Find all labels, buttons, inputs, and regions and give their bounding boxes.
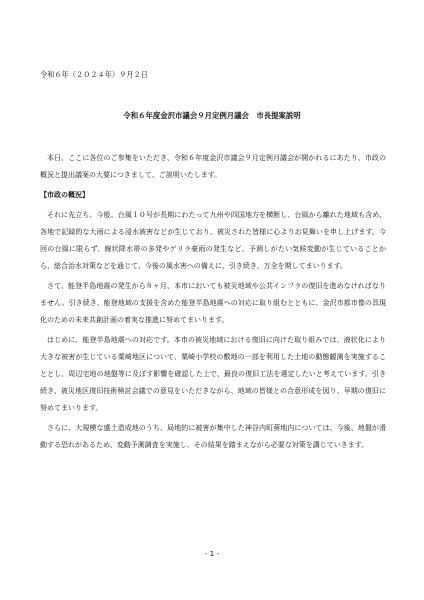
section-heading: 【市政の概況】 xyxy=(40,191,89,199)
paragraph-recovery: はじめに、能登半島地震への対応です。本市の被災地域における復旧に向けた取り組みでは、液状化により大きな被害が生じている粟崎地区について、粟崎小学校の敷地の一部を利用した土地の動態観測を実施することとし、周辺宅地の地盤等に及ぼす影響を確認した上で、最良の復旧工法を選定したいと考えています。引き続き、被災地区復旧技術検討会議での意見をいただきながら、地域の皆様との合意形成を図り、早期の復旧に努めてまいります。 xyxy=(40,336,386,412)
paragraph-embankment: さらに、大規模な盛土造成地のうち、局地的に被害が集中した神谷内町葵地内については、今後、地盤が滑動する恐れがあるため、変動予測調査を実施し、その結果を踏まえながら必要な対策を講じていきます。 xyxy=(40,424,386,449)
document-date: 令和６年（２０２４年）９月２日 xyxy=(40,70,148,79)
paragraph-typhoon: それに先立ち、今般、台風１０号が長期にわたって九州や四国地方を横断し、台風から離れた地域も含め、各地で記録的な大雨による浸水被害などが生じており、被災された皆様に心よりお見舞いを申し上げます。今回の台風に限らず、線状降水帯の多発やゲリラ豪雨の発生など、予測しがたい気候変動が生じていることから、総合治水対策などを通じて、今後の風水害への備えに、引き続き、万全を期してまいります。 xyxy=(40,211,386,270)
document-body xyxy=(40,150,386,457)
paragraph-intro: 本日、ここに各位のご参集をいただき、令和６年度金沢市議会９月定例月議会が開かれるにあたり、市政の概況と提出議案の大要につきまして、ご説明いたします。 xyxy=(40,154,386,179)
paragraph-earthquake: さて、能登半島地震の発生から８ヶ月、本市においても被災地域や公共インフラの復旧を進めなければなりません。引き続き、能登地域の支援を含めた能登半島地震への対応に取り組むとともに、金沢市都市像の具現化のための未来共創計画の着実な推進に努めてまいります。 xyxy=(40,282,386,324)
document-title: 令和６年度金沢市議会９月定例月議会 市長提案説明 xyxy=(123,111,301,120)
page-number: - 1 - xyxy=(205,550,219,558)
